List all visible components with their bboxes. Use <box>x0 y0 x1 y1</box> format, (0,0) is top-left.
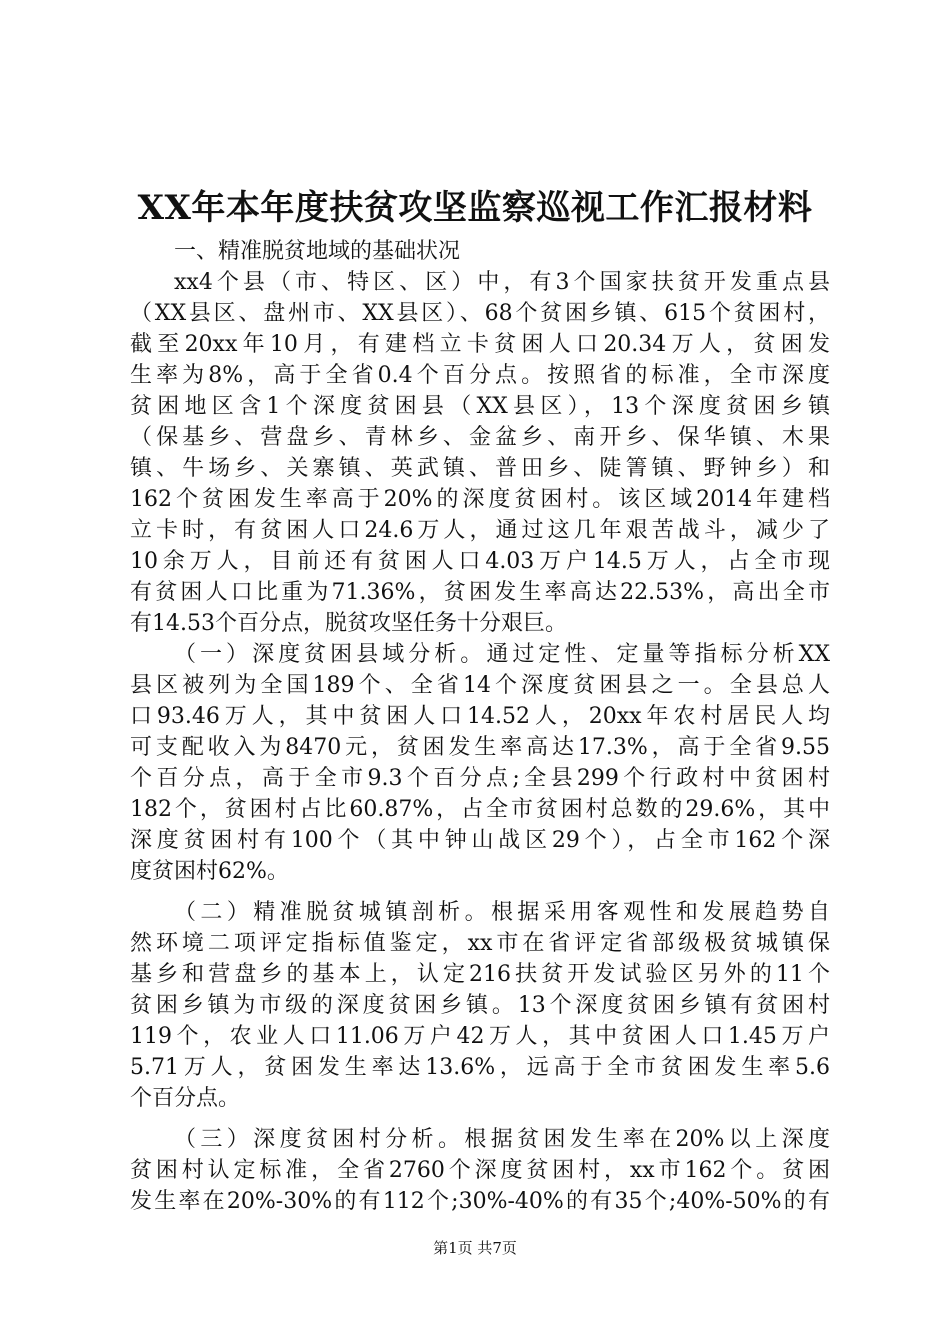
paragraph-line: 发生率在20%-30%的有112个;30%-40%的有35个;40%-50%的有 <box>130 1189 830 1214</box>
paragraph-line: （保基乡、营盘乡、青林乡、金盆乡、南开乡、保华镇、木果 <box>130 425 830 450</box>
paragraph-line: xx4个县（市、特区、区）中，有3个国家扶贫开发重点县 <box>174 270 830 295</box>
paragraph-gap <box>130 1114 830 1124</box>
section-heading: 一、精准脱贫地域的基础状况 <box>174 239 461 264</box>
document-body <box>130 236 830 1217</box>
paragraph-line: 县区被列为全国189个、全省14个深度贫困县之一。全县总人 <box>130 673 830 698</box>
paragraph-line: 162个贫困发生率高于20%的深度贫困村。该区域2014年建档 <box>130 487 830 512</box>
paragraph-line: （一）深度贫困县域分析。通过定性、定量等指标分析XX <box>174 642 830 667</box>
paragraph-line: 182个，贫困村占比60.87%，占全市贫困村总数的29.6%，其中 <box>130 797 830 822</box>
paragraph-gap <box>130 887 830 897</box>
paragraph-line: 贫困地区含1个深度贫困县（XX县区），13个深度贫困乡镇 <box>130 394 830 419</box>
paragraph-line: 度贫困村62%。 <box>130 859 289 884</box>
paragraph-line: 立卡时，有贫困人口24.6万人，通过这几年艰苦战斗，减少了 <box>130 518 830 543</box>
paragraph-line: 个百分点。 <box>130 1086 241 1111</box>
paragraph-line: 深度贫困村有100个（其中钟山战区29个），占全市162个深 <box>130 828 830 853</box>
paragraph-line: 口93.46万人，其中贫困人口14.52人，20xx年农村居民人均 <box>130 704 830 729</box>
paragraph-line: 镇、牛场乡、关寨镇、英武镇、普田乡、陡箐镇、野钟乡）和 <box>130 456 830 481</box>
page-number: 第1页 共7页 <box>433 1239 517 1257</box>
paragraph-line: （XX县区、盘州市、XX县区）、68个贫困乡镇、615个贫困村， <box>130 301 830 326</box>
paragraph-line: 基乡和营盘乡的基本上，认定216扶贫开发试验区另外的11个 <box>130 962 830 987</box>
paragraph-line: 119个，农业人口11.06万户42万人，其中贫困人口1.45万户 <box>130 1024 830 1049</box>
paragraph-line: （三）深度贫困村分析。根据贫困发生率在20%以上深度 <box>174 1127 830 1152</box>
paragraph-line: 贫困村认定标准，全省2760个深度贫困村，xx市162个。贫困 <box>130 1158 830 1183</box>
paragraph-line: 然环境二项评定指标值鉴定，xx市在省评定省部级极贫城镇保 <box>130 931 830 956</box>
paragraph-line: 生率为8%，高于全省0.4个百分点。按照省的标准，全市深度 <box>130 363 830 388</box>
paragraph-line: （二）精准脱贫城镇剖析。根据采用客观性和发展趋势自 <box>174 900 830 925</box>
paragraph-line: 5.71万人，贫困发生率达13.6%，远高于全市贫困发生率5.6 <box>130 1055 830 1080</box>
paragraph-line: 截至20xx年10月，有建档立卡贫困人口20.34万人，贫困发 <box>130 332 830 357</box>
paragraph-line: 个百分点，高于全市9.3个百分点;全县299个行政村中贫困村 <box>130 766 830 791</box>
document-title: XX年本年度扶贫攻坚监察巡视工作汇报材料 <box>137 188 813 228</box>
paragraph-line: 有贫困人口比重为71.36%，贫困发生率高达22.53%，高出全市 <box>130 580 830 605</box>
paragraph-line: 10余万人，目前还有贫困人口4.03万户14.5万人，占全市现 <box>130 549 830 574</box>
paragraph-line: 可支配收入为8470元，贫困发生率高达17.3%，高于全省9.55 <box>130 735 830 760</box>
paragraph-line: 贫困乡镇为市级的深度贫困乡镇。13个深度贫困乡镇有贫困村 <box>130 993 830 1018</box>
paragraph-line: 有14.53个百分点，脱贫攻坚任务十分艰巨。 <box>130 611 567 636</box>
